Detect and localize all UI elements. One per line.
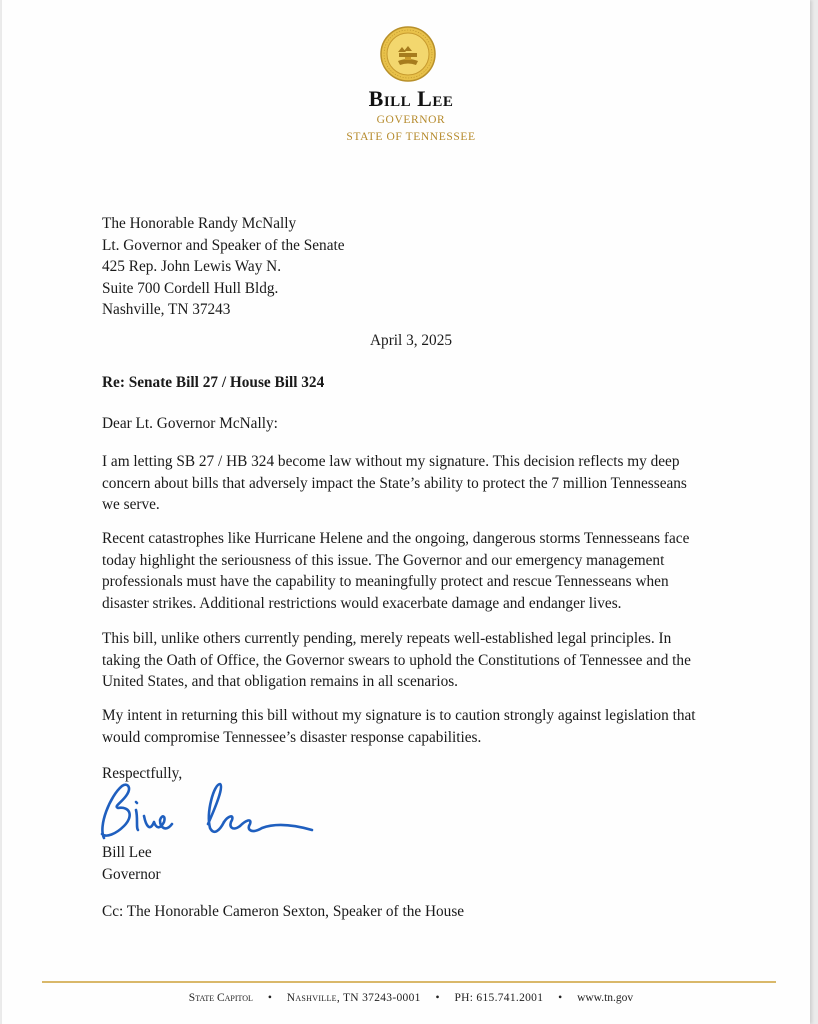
closing: Respectfully, [102,765,183,782]
paragraph-3 [102,628,742,693]
letter-date: April 3, 2025 [370,332,453,349]
address-line: Lt. Governor and Speaker of the Senate [102,236,345,254]
address-line: The Honorable Randy McNally [102,215,297,232]
paragraph-line: This bill, unlike others currently pending, merely repeats well-established legal principles. In [102,630,672,647]
paragraph-line: would compromise Tennessee’s disaster response capabilities. [102,728,482,746]
paragraph-line: concern about bills that adversely impact the State’s ability to protect the 7 million Tennesseans [102,474,687,492]
paragraph-line: taking the Oath of Office, the Governor swears to uphold the Constitutions of Tennessee and the [102,651,691,669]
address-line: 425 Rep. John Lewis Way N. [102,258,282,275]
paragraph-line: I am letting SB 27 / HB 324 become law without my signature. This decision reflects my deep [102,453,680,470]
footer-city: Nashville, TN 37243-0001 [286,992,421,1004]
paragraph-line: we serve. [102,496,160,513]
governor-name: Bill Lee [368,86,454,111]
paragraph-2 [102,528,742,614]
paragraph-line: Recent catastrophes like Hurricane Helene and the ongoing, dangerous storms Tennesseans face [102,530,690,547]
cc-line: Cc: The Honorable Cameron Sexton, Speaker of the House [102,903,465,920]
paragraph-line: today highlight the seriousness of this issue. The Governor and our emergency management [102,551,665,569]
signer-title: Governor [102,866,161,883]
address-line: Suite 700 Cordell Hull Bldg. [102,279,279,297]
paragraph-line: professionals must have the capability to meaningfully protect and rescue Tennesseans when [102,573,669,590]
state-name: STATE OF TENNESSEE [346,131,476,143]
paragraph-1 [102,451,742,516]
bullet-icon: • [267,992,272,1004]
bullet-icon: • [558,992,563,1004]
footer-rule [42,981,776,983]
governor-title: GOVERNOR [376,114,446,126]
letter-page [2,0,810,1024]
handwritten-signature [88,776,328,848]
recipient-address [102,213,345,321]
paragraph-line: disaster strikes. Additional restrictions would exacerbate damage and endanger lives. [102,594,622,612]
paragraph-line: United States, and that obligation remains in all scenarios. [102,673,458,690]
footer-website[interactable]: www.tn.gov [577,992,634,1004]
footer-address: State Capitol [188,992,253,1004]
signer-name: Bill Lee [102,844,152,861]
subject-line: Re: Senate Bill 27 / House Bill 324 [102,374,325,391]
state-seal-icon [380,26,436,82]
paragraph-4 [102,705,742,748]
bullet-icon: • [435,992,440,1004]
salutation: Dear Lt. Governor McNally: [102,415,278,432]
footer-phone: PH: 615.741.2001 [454,992,544,1004]
footer [2,992,818,1004]
address-line: Nashville, TN 37243 [102,301,231,318]
paragraph-line: My intent in returning this bill without my signature is to caution strongly against legislation that [102,707,696,724]
